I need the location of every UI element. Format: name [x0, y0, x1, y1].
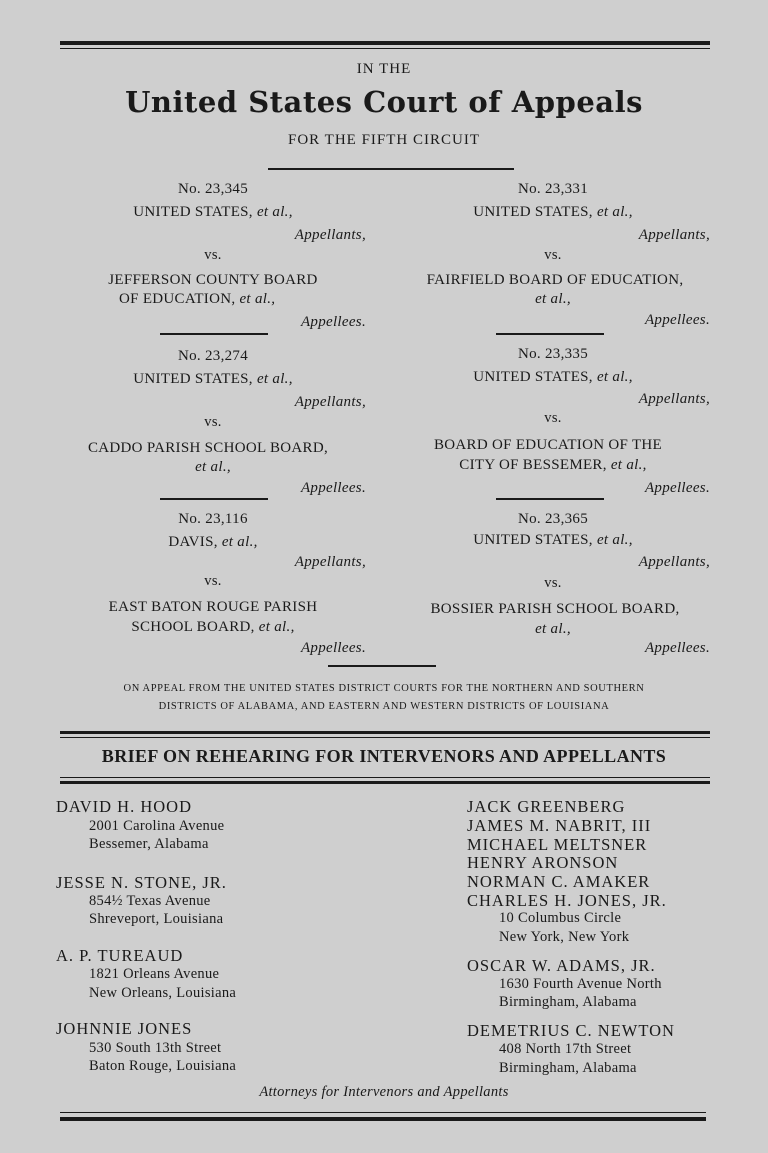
attorney-name: JOHNNIE JONES	[56, 1019, 193, 1038]
case-number: No. 23,345	[177, 181, 249, 197]
appellee-suffix: et al.,	[258, 619, 295, 635]
appellees-label: Appellees.	[644, 312, 710, 328]
attorney-address2: Bessemer, Alabama	[89, 836, 209, 852]
appellant-line	[400, 532, 706, 549]
vs-label: vs.	[544, 575, 562, 591]
appellant: UNITED STATES,	[473, 204, 593, 220]
appellees-label: Appellees.	[644, 640, 710, 656]
case-divider	[160, 498, 268, 500]
appellees-label: Appellees.	[300, 480, 366, 496]
appellee-line1: BOARD OF EDUCATION OF THE	[433, 437, 663, 453]
case-divider	[496, 333, 604, 335]
top-rule-thick	[60, 41, 710, 45]
appellee: SCHOOL BOARD,	[131, 619, 255, 635]
case-divider	[160, 333, 268, 335]
appellee-line1: FAIRFIELD BOARD OF EDUCATION,	[426, 272, 684, 288]
appellant-suffix: et al.,	[596, 369, 633, 385]
top-rule-thin	[60, 48, 710, 49]
attorney-name: DAVID H. HOOD	[56, 797, 192, 816]
case-number: No. 23,365	[517, 511, 589, 527]
appellant-suffix: et al.,	[596, 532, 633, 548]
attorney-address1: 854½ Texas Avenue	[89, 893, 211, 909]
circuit-heading: FOR THE FIFTH CIRCUIT	[288, 132, 480, 148]
brief-rule-top-thick	[60, 731, 710, 734]
appellant: UNITED STATES,	[133, 371, 253, 387]
attorney-name: MICHAEL MELTSNER	[467, 835, 648, 854]
appellant-line	[400, 204, 706, 221]
appellee-line1: EAST BATON ROUGE PARISH	[108, 599, 318, 615]
appellants-label: Appellants,	[294, 554, 366, 570]
appeal-line2: DISTRICTS OF ALABAMA, AND EASTERN AND WESTERN DISTRICTS OF LOUISIANA	[158, 701, 610, 712]
attorney-name: NORMAN C. AMAKER	[467, 872, 651, 891]
court-name: United States Court of Appeals	[125, 85, 643, 119]
vs-label: vs.	[204, 573, 222, 589]
in-the-heading: IN THE	[356, 61, 412, 77]
appellee-line2	[400, 457, 706, 474]
appellant-line	[60, 204, 366, 221]
case-divider	[496, 498, 604, 500]
appellee-line1: BOSSIER PARISH SCHOOL BOARD,	[430, 601, 680, 617]
attorney-address2: Baton Rouge, Louisiana	[89, 1058, 237, 1074]
bottom-rule-thin	[60, 1112, 706, 1113]
appellants-label: Appellants,	[638, 227, 710, 243]
appellant-suffix: et al.,	[256, 371, 293, 387]
case-number: No. 23,116	[178, 511, 248, 527]
attorney-address2: Birmingham, Alabama	[499, 994, 637, 1010]
attorney-address1: 2001 Carolina Avenue	[89, 818, 225, 834]
appellant: UNITED STATES,	[473, 369, 593, 385]
case-number: No. 23,331	[517, 181, 589, 197]
appeal-line1: ON APPEAL FROM THE UNITED STATES DISTRICT COURTS FOR THE NORTHERN AND SOUTHERN	[123, 683, 645, 694]
attorney-address2: Birmingham, Alabama	[499, 1060, 637, 1076]
attorney-name: CHARLES H. JONES, JR.	[467, 891, 667, 910]
appellant-suffix: et al.,	[596, 204, 633, 220]
header-divider	[268, 168, 514, 170]
appellees-label: Appellees.	[300, 640, 366, 656]
attorney-address1: 1821 Orleans Avenue	[89, 966, 220, 982]
attorney-address1: 408 North 17th Street	[499, 1041, 632, 1057]
attorney-name: JAMES M. NABRIT, III	[467, 816, 652, 835]
vs-label: vs.	[544, 247, 562, 263]
attorney-name: A. P. TUREAUD	[56, 946, 184, 965]
appellee: CITY OF BESSEMER,	[459, 457, 607, 473]
case-number: No. 23,274	[177, 348, 249, 364]
appellant-line	[400, 369, 706, 386]
attorney-name: JESSE N. STONE, JR.	[56, 873, 227, 892]
vs-label: vs.	[544, 410, 562, 426]
appellee-line1: JEFFERSON COUNTY BOARD	[108, 272, 318, 288]
attorney-address2: Shreveport, Louisiana	[89, 911, 224, 927]
appellant-line	[60, 371, 366, 388]
attorney-address2: New York, New York	[499, 929, 630, 945]
appellants-label: Appellants,	[294, 227, 366, 243]
cases-end-divider	[328, 665, 436, 667]
appellant-suffix: et al.,	[256, 204, 293, 220]
brief-rule-top-thin	[60, 737, 710, 738]
appellees-label: Appellees.	[644, 480, 710, 496]
appellees-label: Appellees.	[300, 314, 366, 330]
bottom-rule-thick	[60, 1117, 706, 1121]
appellants-label: Appellants,	[294, 394, 366, 410]
appellee-line2	[60, 619, 366, 636]
appellee-line1: CADDO PARISH SCHOOL BOARD,	[87, 440, 329, 456]
vs-label: vs.	[204, 247, 222, 263]
appellants-label: Appellants,	[638, 391, 710, 407]
brief-rule-bottom-thin	[60, 777, 710, 778]
appellant: DAVIS,	[168, 534, 218, 550]
attorney-address1: 10 Columbus Circle	[499, 910, 622, 926]
appellant: UNITED STATES,	[473, 532, 593, 548]
brief-rule-bottom-thick	[60, 781, 710, 784]
attorney-name: HENRY ARONSON	[467, 853, 619, 872]
appellant: UNITED STATES,	[133, 204, 253, 220]
appellant-suffix: et al.,	[221, 534, 258, 550]
appellee-line2: et al.,	[195, 459, 231, 475]
attorneys-footer: Attorneys for Intervenors and Appellants	[259, 1084, 509, 1100]
appellee-line2: et al.,	[535, 621, 571, 637]
attorney-name: DEMETRIUS C. NEWTON	[467, 1021, 675, 1040]
vs-label: vs.	[204, 414, 222, 430]
attorney-address1: 1630 Fourth Avenue North	[499, 976, 662, 992]
appellee-suffix: et al.,	[239, 291, 276, 307]
attorney-name: OSCAR W. ADAMS, JR.	[467, 956, 656, 975]
attorney-address1: 530 South 13th Street	[89, 1040, 222, 1056]
brief-title: BRIEF ON REHEARING FOR INTERVENORS AND APPELLANTS	[101, 746, 667, 766]
appellants-label: Appellants,	[638, 554, 710, 570]
attorney-address2: New Orleans, Louisiana	[89, 985, 237, 1001]
appellee-line2	[119, 291, 275, 308]
appellee-line2: et al.,	[535, 291, 571, 307]
attorney-name: JACK GREENBERG	[467, 797, 626, 816]
appellant-line	[60, 534, 366, 551]
appellee: OF EDUCATION,	[119, 291, 236, 307]
appellee-suffix: et al.,	[610, 457, 647, 473]
case-number: No. 23,335	[517, 346, 589, 362]
